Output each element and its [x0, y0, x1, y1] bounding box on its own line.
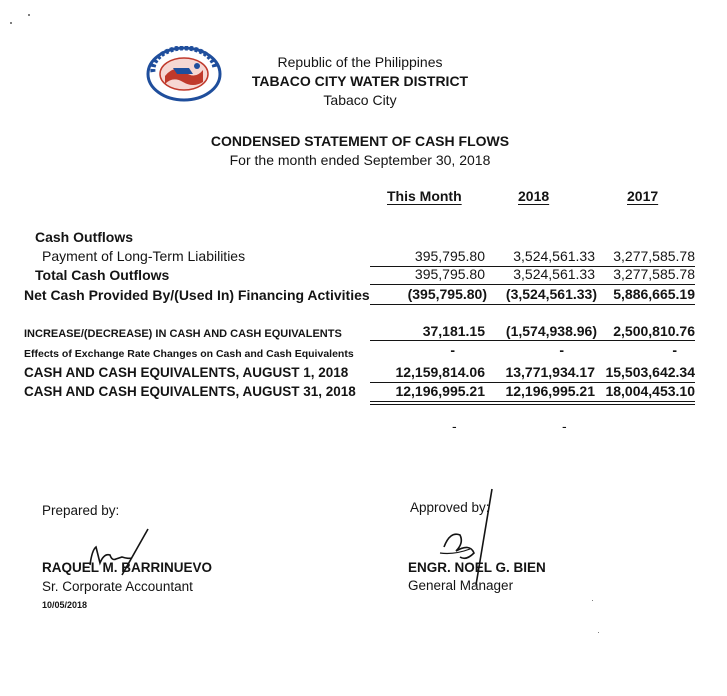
cell-payment-this-month: 395,795.80 — [414, 248, 485, 264]
scan-speck — [10, 22, 12, 24]
section-cash-outflows: Cash Outflows — [35, 229, 134, 245]
header-city: Tabaco City — [323, 92, 397, 108]
cell-payment-2018: 3,524,561.33 — [513, 248, 595, 264]
cell-exchange-this-month: - — [450, 342, 455, 358]
cell-total-2018: 3,524,561.33 — [513, 266, 595, 282]
cell-aug1-this-month: 12,159,814.06 — [395, 364, 485, 380]
approved-position: General Manager — [408, 578, 514, 593]
prepared-name: RAQUEL M. BARRINUEVO — [42, 560, 213, 575]
statement-subtitle: For the month ended September 30, 2018 — [229, 152, 491, 168]
cell-exchange-2017: - — [672, 342, 677, 358]
row-label-aug31: CASH AND CASH EQUIVALENTS, AUGUST 31, 2018 — [24, 384, 356, 399]
approved-caption: Approved by: — [410, 500, 490, 515]
rule-aug31-b — [370, 404, 695, 405]
row-label-total-outflows: Total Cash Outflows — [35, 267, 170, 283]
approved-name: ENGR. NOEL G. BIEN — [408, 560, 546, 575]
rule-total — [370, 284, 695, 285]
stray-dash: - — [452, 418, 457, 434]
row-label-increase: INCREASE/(DECREASE) IN CASH AND CASH EQUIVALENTS — [24, 328, 342, 340]
rule-increase — [370, 340, 695, 341]
scan-speck — [592, 600, 593, 601]
row-label-aug1: CASH AND CASH EQUIVALENTS, AUGUST 1, 2018 — [24, 365, 349, 380]
cell-payment-2017: 3,277,585.78 — [613, 248, 695, 264]
col-header-2018: 2018 — [518, 188, 550, 204]
cell-total-this-month: 395,795.80 — [414, 266, 485, 282]
col-header-this-month: This Month — [387, 188, 462, 204]
row-label-payment: Payment of Long-Term Liabilities — [42, 248, 246, 264]
cell-aug1-2017: 15,503,642.34 — [605, 364, 695, 380]
rule-net — [370, 304, 695, 305]
signature-mark-icon — [82, 525, 162, 585]
cell-aug1-2018: 13,771,934.17 — [505, 364, 595, 380]
prepared-caption: Prepared by: — [42, 503, 120, 518]
cell-aug31-2017: 18,004,453.10 — [605, 383, 695, 399]
cell-total-2017: 3,277,585.78 — [613, 266, 695, 282]
cell-increase-2018: (1,574,938.96) — [505, 323, 597, 339]
cell-increase-this-month: 37,181.15 — [422, 323, 485, 339]
rule-aug31-a — [370, 401, 695, 402]
cell-net-2018: (3,524,561.33) — [505, 286, 597, 302]
header-agency: TABACO CITY WATER DISTRICT — [251, 73, 469, 89]
prepared-date: 10/05/2018 — [42, 600, 88, 610]
row-label-exchange: Effects of Exchange Rate Changes on Cash and Cash Equivalents — [24, 348, 354, 360]
cell-net-this-month: (395,795.80) — [407, 286, 487, 302]
cell-aug31-this-month: 12,196,995.21 — [395, 383, 485, 399]
stray-dash: - — [562, 418, 567, 434]
header-country: Republic of the Philippines — [277, 54, 443, 70]
scan-speck — [598, 632, 599, 633]
cell-exchange-2018: - — [559, 342, 564, 358]
scan-speck — [28, 14, 30, 16]
col-header-2017: 2017 — [627, 188, 659, 204]
row-label-net-cash: Net Cash Provided By/(Used In) Financing Activities — [24, 287, 370, 303]
cell-increase-2017: 2,500,810.76 — [613, 323, 695, 339]
statement-title: CONDENSED STATEMENT OF CASH FLOWS — [210, 133, 510, 149]
cell-aug31-2018: 12,196,995.21 — [505, 383, 595, 399]
prepared-position: Sr. Corporate Accountant — [42, 579, 193, 594]
cell-net-2017: 5,886,665.19 — [613, 286, 695, 302]
